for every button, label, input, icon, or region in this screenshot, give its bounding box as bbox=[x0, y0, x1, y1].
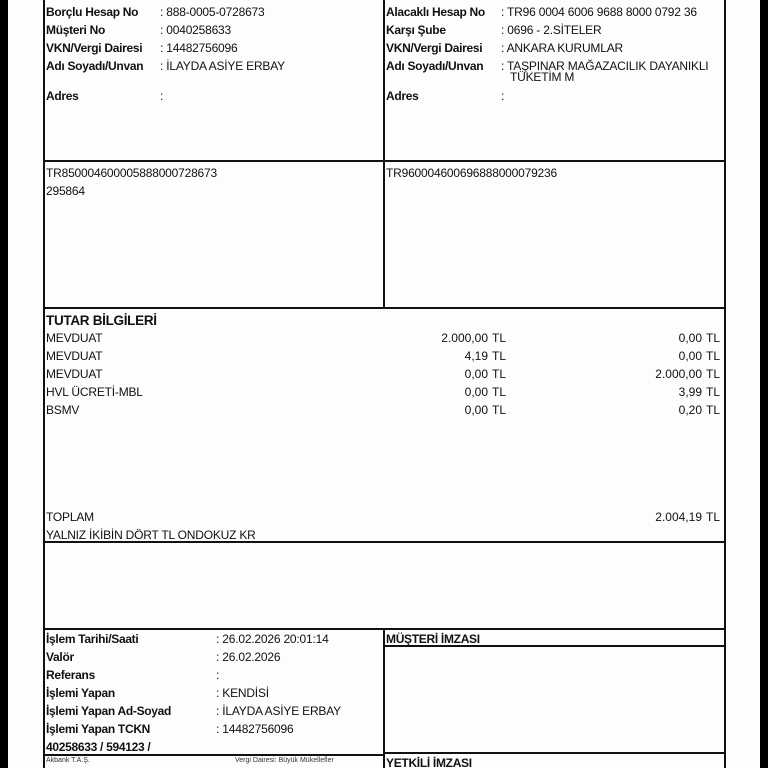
total-in-words: YALNIZ İKİBİN DÖRT TL ONDOKUZ KR bbox=[46, 528, 256, 542]
datetime-value: : 26.02.2026 20:01:14 bbox=[216, 632, 329, 646]
amount-row-desc: BSMV bbox=[46, 403, 80, 417]
creditor-tax-value: : ANKARA KURUMLAR bbox=[501, 41, 623, 55]
valor-label: Valör bbox=[46, 650, 74, 664]
iban-left: TR850004600005888000728673 bbox=[46, 166, 217, 180]
amount-row-debit: 4,19 bbox=[464, 349, 488, 363]
performer-tckn-value: : 14482756096 bbox=[216, 722, 294, 736]
amount-row-debit: 0,00 bbox=[464, 385, 488, 399]
amount-row-credit-currency: TL bbox=[706, 349, 721, 363]
reference-label: Referans bbox=[46, 668, 95, 682]
creditor-name-label: Adı Soyadı/Unvan bbox=[386, 59, 484, 73]
amount-row-credit: 0,00 bbox=[678, 331, 702, 345]
amount-row-credit: 0,00 bbox=[678, 349, 702, 363]
debtor-tax-label: VKN/Vergi Dairesi bbox=[46, 41, 143, 55]
debtor-account-value: : 888-0005-0728673 bbox=[160, 5, 265, 19]
footer-bank: Akbank T.A.Ş. bbox=[46, 757, 90, 764]
creditor-name-value: : TAŞPINAR MAĞAZACILIK DAYANIKLI bbox=[501, 59, 709, 73]
amount-row-desc: MEVDUAT bbox=[46, 331, 103, 345]
total-label: TOPLAM bbox=[46, 510, 94, 524]
amount-row-credit-currency: TL bbox=[706, 367, 721, 381]
amount-row-desc: MEVDUAT bbox=[46, 367, 103, 381]
amount-row-debit-currency: TL bbox=[492, 331, 507, 345]
amount-row-credit-currency: TL bbox=[706, 403, 721, 417]
creditor-address-label: Adres bbox=[386, 89, 419, 103]
line-transaction bbox=[43, 628, 725, 630]
creditor-account-label: Alacaklı Hesap No bbox=[386, 5, 485, 19]
debtor-name-value: : İLAYDA ASİYE ERBAY bbox=[160, 59, 285, 73]
line-authorized-sign bbox=[383, 752, 725, 754]
performer-label: İşlemi Yapan bbox=[46, 686, 115, 700]
datetime-label: İşlem Tarihi/Saati bbox=[46, 632, 139, 646]
amount-row-debit-currency: TL bbox=[492, 349, 507, 363]
total-currency: TL bbox=[706, 510, 721, 524]
amount-row-credit: 3,99 bbox=[678, 385, 702, 399]
receipt-paper bbox=[8, 0, 760, 768]
authorized-signature-label: YETKİLİ İMZASI bbox=[386, 756, 472, 768]
customer-no-value: : 0040258633 bbox=[160, 23, 232, 37]
performer-name-label: İşlemi Yapan Ad-Soyad bbox=[46, 704, 172, 718]
amounts-title: TUTAR BİLGİLERİ bbox=[46, 313, 157, 328]
amount-row-credit: 2.000,00 bbox=[655, 367, 702, 381]
creditor-tax-label: VKN/Vergi Dairesi bbox=[386, 41, 483, 55]
total-value: 2.004,19 bbox=[655, 510, 702, 524]
line-footer bbox=[43, 754, 383, 756]
debtor-address-label: Adres bbox=[46, 89, 79, 103]
amount-row-debit: 2.000,00 bbox=[441, 331, 488, 345]
amount-row-debit-currency: TL bbox=[492, 403, 507, 417]
creditor-address-value: : bbox=[501, 89, 505, 103]
amount-row-debit: 0,00 bbox=[464, 403, 488, 417]
iban-right: TR960004600696888000079236 bbox=[386, 166, 557, 180]
customer-no-label: Müşteri No bbox=[46, 23, 106, 37]
divider-bottom-middle bbox=[383, 628, 385, 768]
border-left bbox=[43, 0, 45, 768]
border-right bbox=[724, 0, 726, 768]
creditor-name-value-cont: TÜKETİM M bbox=[510, 70, 575, 84]
performer-name-value: : İLAYDA ASİYE ERBAY bbox=[216, 704, 341, 718]
creditor-account-value: : TR96 0004 6006 9688 8000 0792 36 bbox=[501, 5, 697, 19]
amount-row-debit: 0,00 bbox=[464, 367, 488, 381]
reference-code: 295864 bbox=[46, 184, 85, 198]
footer-tax-office: Vergi Dairesi: Büyük Mükellefler bbox=[235, 757, 334, 764]
debtor-tax-value: : 14482756096 bbox=[160, 41, 238, 55]
performer-tckn-label: İşlemi Yapan TCKN bbox=[46, 722, 151, 736]
customer-signature-label: MÜŞTERİ İMZASI bbox=[386, 632, 480, 646]
valor-value: : 26.02.2026 bbox=[216, 650, 281, 664]
amount-row-desc: MEVDUAT bbox=[46, 349, 103, 363]
debtor-account-label: Borçlu Hesap No bbox=[46, 5, 139, 19]
amount-row-credit: 0,20 bbox=[678, 403, 702, 417]
line-parties bbox=[43, 160, 725, 162]
amount-row-debit-currency: TL bbox=[492, 367, 507, 381]
performer-value: : KENDİSİ bbox=[216, 686, 269, 700]
amount-row-credit-currency: TL bbox=[706, 385, 721, 399]
amount-row-desc: HVL ÜCRETİ-MBL bbox=[46, 385, 143, 399]
creditor-branch-value: : 0696 - 2.SİTELER bbox=[501, 23, 602, 37]
transaction-code: 40258633 / 594123 / bbox=[46, 740, 151, 754]
amount-row-debit-currency: TL bbox=[492, 385, 507, 399]
reference-value: : bbox=[216, 668, 220, 682]
amount-row-credit-currency: TL bbox=[706, 331, 721, 345]
debtor-address-value: : bbox=[160, 89, 164, 103]
creditor-branch-label: Karşı Şube bbox=[386, 23, 446, 37]
debtor-name-label: Adı Soyadı/Unvan bbox=[46, 59, 144, 73]
line-iban bbox=[43, 307, 725, 309]
divider-top-middle bbox=[383, 0, 385, 308]
